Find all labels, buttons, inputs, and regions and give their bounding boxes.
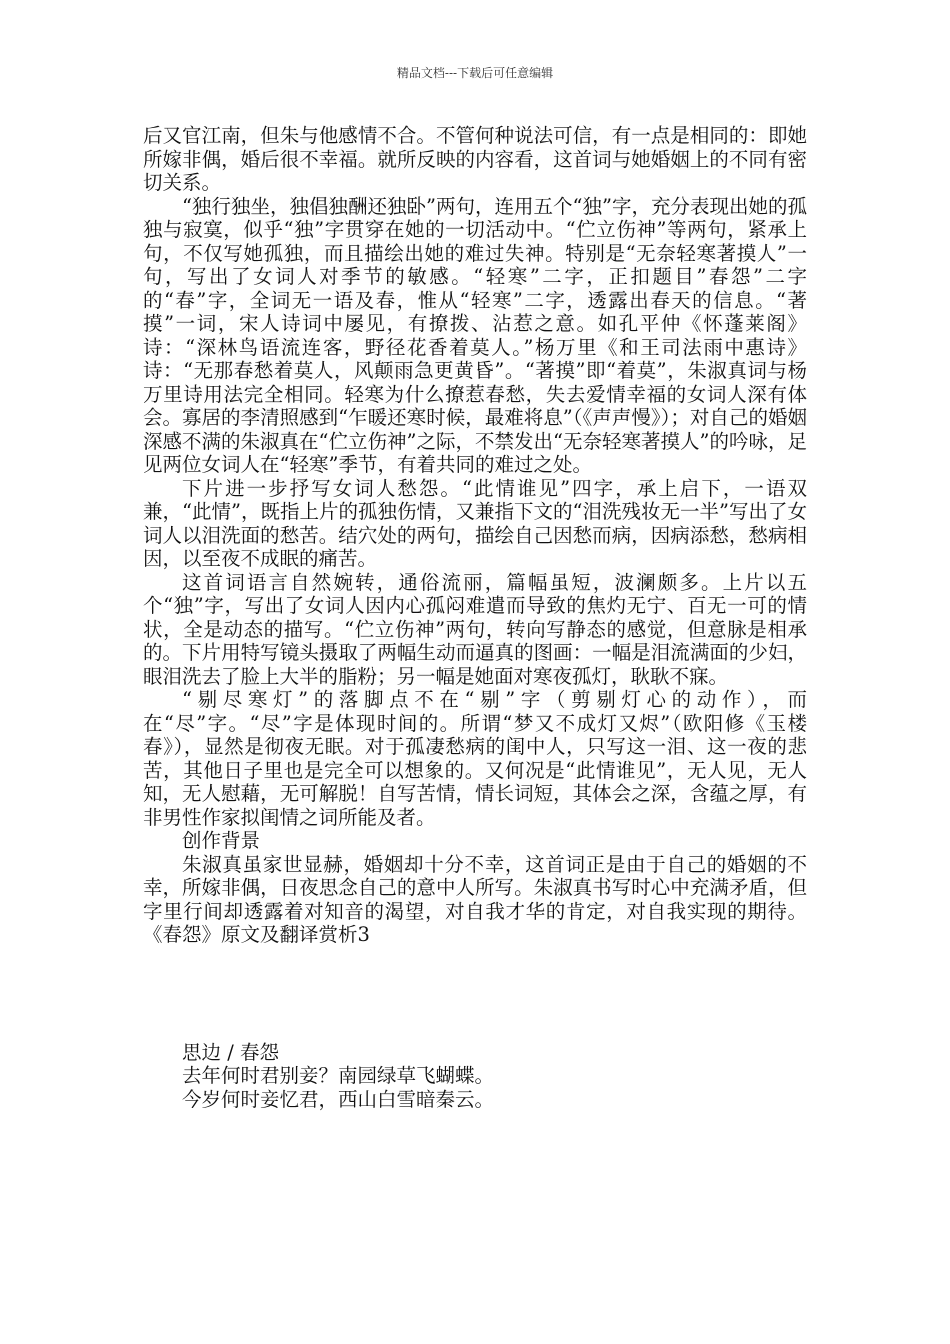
paragraph-3: 下片进一步抒写女词人愁怨。“此情谁见”四字，承上启下，一语双兼，“此情”，既指上片的孤独伤情，又兼指下文的“泪洗残妆无一半”写出了女词人以泪洗面的愁苦。结穴处的两句，描绘自己因愁而病，因病添愁，愁病相因，以至夜不成眠的痛苦。	[143, 476, 807, 570]
paragraph-5: “剔尽寒灯”的落脚点不在“剔”字（剪剔灯心的动作），而在“尽”字。“尽”字是体现时间的。所谓“梦又不成灯又烬”（欧阳修《玉楼春》），显然是彻夜无眠。对于孤凄愁病的闺中人，只写这一泪、这一夜的悲苦，其他日子里也是完全可以想象的。又何况是“此情谁见”，无人见，无人知，无人慰藉，无可解脱！自写苦情，情长词短，其体会之深，含蕴之厚，有非男性作家拟闺情之词所能及者。	[143, 688, 807, 829]
paragraph-6: 朱淑真虽家世显赫，婚姻却十分不幸，这首词正是由于自己的婚姻的不幸，所嫁非偶，日夜思念自己的意中人所写。朱淑真书写时心中充满矛盾，但字里行间却透露着对知音的渴望，对自我才华的肯定，对自我实现的期待。《春怨》原文及翻译赏析3	[143, 852, 807, 946]
poem-title: 思边 / 春怨	[182, 1040, 279, 1064]
poem-line: 今岁何时妾忆君，西山白雪暗秦云。	[182, 1087, 495, 1111]
paragraph-2: “独行独坐，独倡独酬还独卧”两句，连用五个“独”字，充分表现出她的孤独与寂寞，似乎“独”字贯穿在她的一切活动中。“伫立伤神”等两句，紧承上句，不仅写她孤独，而且描绘出她的难过失神。特别是“无奈轻寒著摸人”一句，写出了女词人对季节的敏感。“轻寒”二字，正扣题目”春怨”二字的“春”字，全词无一语及春，惟从“轻寒”二字，透露出春天的信息。“著摸”一词，宋人诗词中屡见，有撩拨、沾惹之意。如孔平仲《怀蓬莱阁》诗：“深林鸟语流连客，野径花香着莫人。”杨万里《和王司法雨中惠诗》诗：“无那春愁着莫人，风颠雨急更黄昏”。“著摸”即“着莫”，朱淑真词与杨万里诗用法完全相同。轻寒为什么撩惹春愁，失去爱情幸福的女词人深有体会。寡居的李清照感到“乍暖还寒时候，最难将息”（《声声慢》）；对自己的婚姻深感不满的朱淑真在“伫立伤神”之际，不禁发出“无奈轻寒著摸人”的吟咏，足见两位女词人在“轻寒”季节，有着共同的难过之处。	[143, 194, 807, 476]
spacer	[143, 947, 807, 1041]
page-header: 精品文档---下载后可任意编辑	[396, 66, 554, 80]
poem-line: 去年何时君别妾？南园绿草飞蝴蝶。	[182, 1064, 495, 1087]
poem-block	[143, 1041, 807, 1112]
paragraph-1: 后又官江南，但朱与他感情不合。不管何种说法可信，有一点是相同的：即她所嫁非偶，婚后很不幸福。就所反映的内容看，这首词与她婚姻上的不同有密切关系。	[143, 124, 807, 194]
section-heading: 创作背景	[182, 829, 261, 852]
document-body	[143, 124, 807, 1111]
paragraph-4: 这首词语言自然婉转，通俗流丽，篇幅虽短，波澜颇多。上片以五个“独”字，写出了女词人因内心孤闷难遣而导致的焦灼无宁、百无一可的情状，全是动态的描写。“伫立伤神”两句，转向写静态的感觉，但意脉是相承的。下片用特写镜头摄取了两幅生动而逼真的图画：一幅是泪流满面的少妇，眼泪洗去了脸上大半的脂粉；另一幅是她面对寒夜孤灯，耿耿不寐。	[143, 570, 807, 688]
